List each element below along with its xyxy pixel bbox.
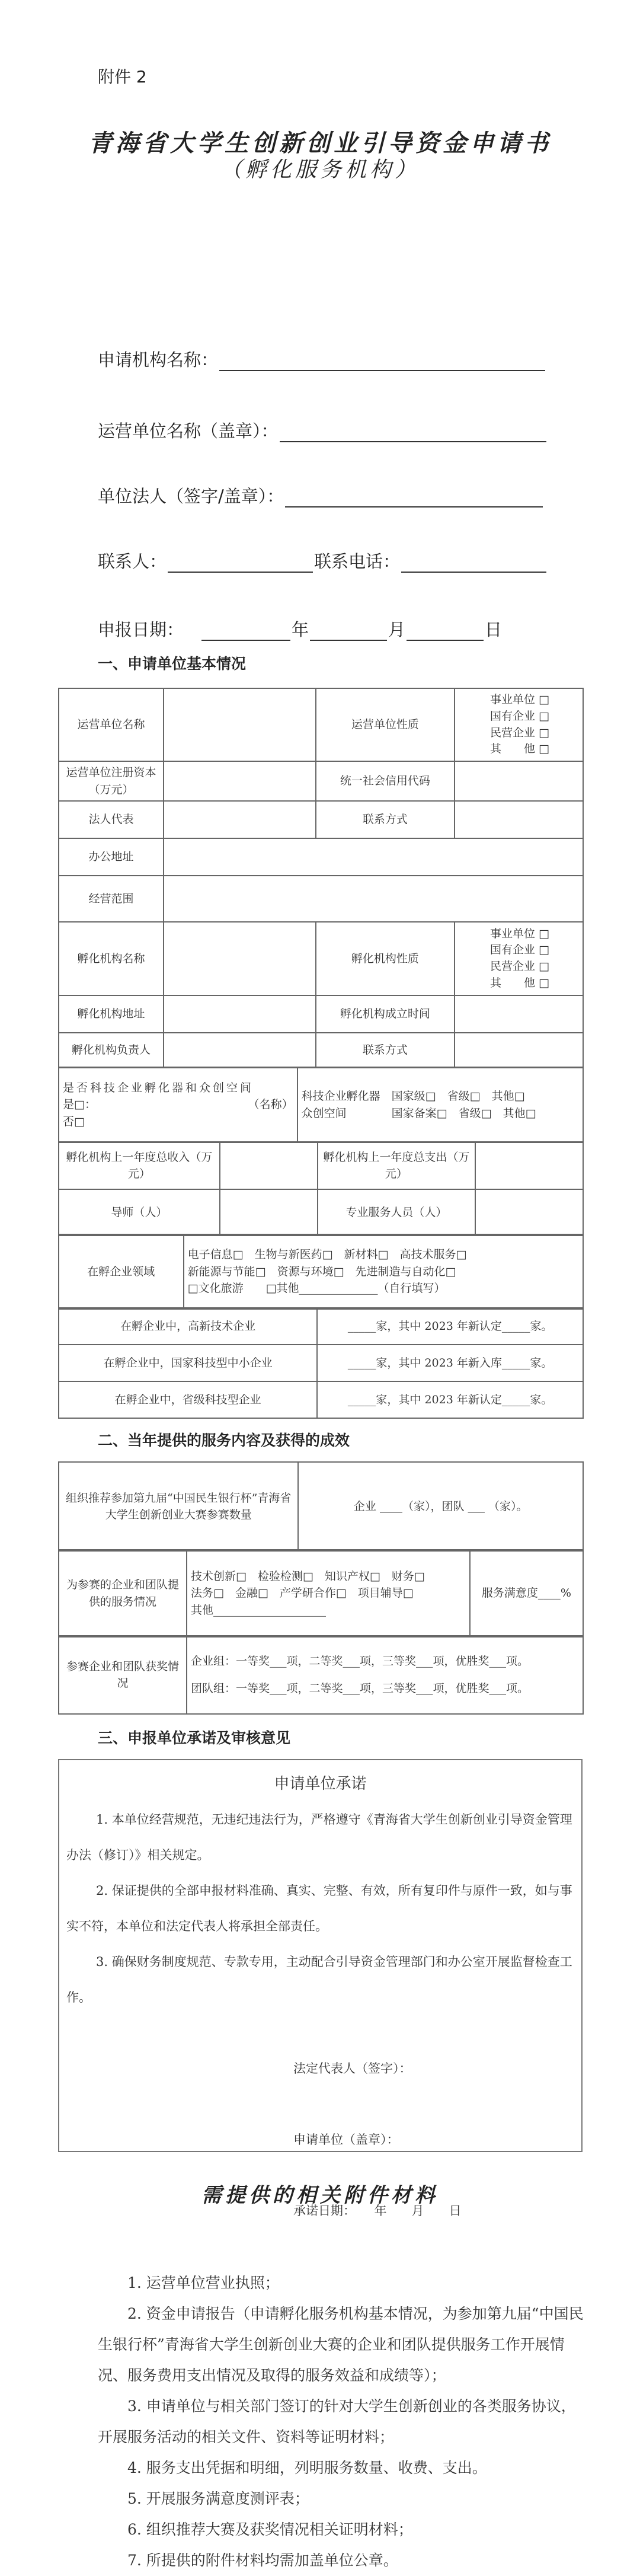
count-input[interactable]: 企业 ____（家），团队 ___ （家）。 xyxy=(298,1462,583,1551)
income-input[interactable] xyxy=(220,1142,318,1189)
award-inputs[interactable] xyxy=(187,1636,583,1714)
section1-heading: 一、申请单位基本情况 xyxy=(98,655,247,672)
tech-level-cell[interactable] xyxy=(297,1067,583,1142)
checkbox-row[interactable]: 电子信息□ 生物与新医药□ 新材料□ 高技术服务□ xyxy=(187,1248,467,1262)
satisfaction-input[interactable]: 服务满意度____% xyxy=(470,1550,583,1637)
competition-count-table xyxy=(58,1461,584,1552)
list-item: 6. 组织推荐大赛及获奖情况相关证明材料； xyxy=(127,2521,413,2538)
checkbox-row[interactable]: 其他____________________ xyxy=(190,1603,326,1617)
capital-input[interactable] xyxy=(164,761,316,801)
attachment-label: 附件 2 xyxy=(98,67,147,87)
name-hint: （名称） xyxy=(248,1098,293,1112)
org-name-label: 申请机构名称： xyxy=(98,350,219,370)
field-label: 在孵企业领域 xyxy=(59,1234,184,1309)
no-checkbox[interactable]: 否□ xyxy=(63,1115,85,1128)
checkbox-option[interactable]: 其 他 □ xyxy=(490,976,549,989)
inc-name-label: 孵化机构名称 xyxy=(59,922,164,995)
staff-label: 专业服务人员（人） xyxy=(318,1189,475,1236)
sme-input[interactable]: _____家，其中 2023 年新入库_____家。 xyxy=(317,1345,583,1381)
day-line[interactable] xyxy=(407,622,484,641)
month-label: 月 xyxy=(388,620,406,640)
service-table xyxy=(58,1549,584,1637)
checkbox-option[interactable]: 国有企业 □ xyxy=(490,709,549,723)
award-table xyxy=(58,1635,584,1715)
op-nature-label: 运营单位性质 xyxy=(316,688,455,761)
scope-label: 经营范围 xyxy=(59,876,164,922)
expense-label: 孵化机构上一年度总支出（万元） xyxy=(318,1142,475,1189)
capital-label: 运营单位注册资本（万元） xyxy=(59,761,164,801)
section2-heading: 二、当年提供的服务内容及获得的成效 xyxy=(98,1432,350,1449)
credit-code-label: 统一社会信用代码 xyxy=(316,761,455,801)
list-item: 1. 运营单位营业执照； xyxy=(127,2274,280,2291)
commitment-item: 3. 确保财务制度规范、专款专用，主动配合引导资金管理部门和办公室开展监督检查工作。 xyxy=(66,1955,572,2004)
year-label: 年 xyxy=(292,620,309,640)
op-name-label: 运营单位名称 xyxy=(59,688,164,761)
contact-method-input[interactable] xyxy=(455,801,583,838)
operator-label: 运营单位名称（盖章）： xyxy=(98,421,279,441)
legal-rep-input[interactable] xyxy=(164,801,316,838)
contact-line[interactable] xyxy=(168,554,313,573)
checkbox-option[interactable]: 国有企业 □ xyxy=(490,943,549,957)
count-label: 组织推荐参加第九届“中国民生银行杯”青海省大学生创新创业大赛参赛数量 xyxy=(59,1462,298,1551)
inc-nature-label: 孵化机构性质 xyxy=(316,922,455,995)
list-item: 2. 资金申请报告（申请孵化服务机构基本情况，为参加第九届“中国民生银行杯”青海省大学生创新创业大赛的企业和团队提供服务工作开展情况、服务费用支出情况及取得的服务效益和成绩等）； xyxy=(98,2305,584,2384)
prov-label: 在孵企业中，省级科技型企业 xyxy=(59,1381,317,1418)
is-tech-label: 是否科技企业孵化器和众创空间 xyxy=(63,1081,254,1094)
mentors-label: 导师（人） xyxy=(59,1189,220,1236)
attachments-list xyxy=(98,2268,590,2576)
office-label: 办公地址 xyxy=(59,838,164,876)
basic-info-table xyxy=(58,688,584,1068)
inc-address-input[interactable] xyxy=(164,995,316,1033)
service-options[interactable] xyxy=(187,1550,470,1637)
document-subtitle: （孵化服务机构） xyxy=(220,158,420,182)
phone-line[interactable] xyxy=(401,554,546,573)
section3-heading: 三、申报单位承诺及审核意见 xyxy=(98,1729,291,1747)
contact-method-label: 联系方式 xyxy=(316,801,455,838)
checkbox-option[interactable]: 事业单位 □ xyxy=(490,927,549,940)
legal-rep-label: 法人代表 xyxy=(59,801,164,838)
prov-input[interactable]: _____家，其中 2023 年新认定_____家。 xyxy=(317,1381,583,1418)
commitment-title: 申请单位承诺 xyxy=(274,1775,367,1793)
org-name-line[interactable] xyxy=(219,352,545,371)
inc-contact-label: 联系方式 xyxy=(316,1033,455,1068)
phone-label: 联系电话： xyxy=(314,551,401,572)
org-name-field[interactable] xyxy=(98,347,546,371)
hightech-label: 在孵企业中，高新技术企业 xyxy=(59,1308,317,1345)
enterprise-count-table xyxy=(58,1307,584,1419)
inc-head-label: 孵化机构负责人 xyxy=(59,1033,164,1068)
legal-field[interactable] xyxy=(98,483,544,507)
office-input[interactable] xyxy=(164,838,583,876)
mentors-input[interactable] xyxy=(220,1189,318,1236)
hightech-input[interactable]: _____家，其中 2023 年新认定_____家。 xyxy=(317,1308,583,1345)
maker-space-options[interactable]: 众创空间 国家备案□ 省级□ 其他□ xyxy=(301,1106,536,1120)
inc-contact-input[interactable] xyxy=(455,1033,583,1068)
commitment-item: 2. 保证提供的全部申报材料准确、真实、完整、有效，所有复印件与原件一致，如与事实不符，本单位和法定代表人将承担全部责任。 xyxy=(66,1884,572,1933)
inc-founded-input[interactable] xyxy=(455,995,583,1033)
inc-nature-options[interactable] xyxy=(455,922,583,995)
op-nature-options[interactable] xyxy=(455,688,583,761)
service-label: 为参赛的企业和团队提供的服务情况 xyxy=(59,1550,187,1637)
award-company[interactable]: 企业组：一等奖___项，二等奖___项，三等奖___项，优胜奖___项。 xyxy=(190,1654,529,1668)
checkbox-row[interactable]: 法务□ 金融□ 产学研合作□ 项目辅导□ xyxy=(190,1587,414,1600)
staff-input[interactable] xyxy=(475,1189,583,1236)
award-label: 参赛企业和团队获奖情况 xyxy=(59,1636,187,1714)
document-title: 青海省大学生创新创业引导资金申请书 xyxy=(88,129,552,157)
day-label: 日 xyxy=(485,620,503,640)
contact-field[interactable] xyxy=(98,548,548,573)
sign-label[interactable]: 法定代表人（签字）： xyxy=(293,2061,412,2076)
checkbox-row[interactable]: 新能源与节能□ 资源与环境□ 先进制造与自动化□ xyxy=(187,1265,456,1278)
commitment-item: 1. 本单位经营规范，无违纪违法行为，严格遵守《青海省大学生创新创业引导资金管理办法（修订）》相关规定。 xyxy=(66,1812,572,1862)
tech-incubator-table xyxy=(58,1067,584,1143)
op-name-input[interactable] xyxy=(164,688,316,761)
income-label: 孵化机构上一年度总收入（万元） xyxy=(59,1142,220,1189)
seal-label[interactable]: 申请单位（盖章）： xyxy=(293,2133,399,2147)
expense-input[interactable] xyxy=(475,1142,583,1189)
operator-field[interactable] xyxy=(98,418,548,442)
list-item: 5. 开展服务满意度测评表； xyxy=(127,2490,309,2507)
date-field[interactable] xyxy=(98,617,502,641)
inc-address-label: 孵化机构地址 xyxy=(59,995,164,1033)
scope-input[interactable] xyxy=(164,876,583,922)
legal-line[interactable] xyxy=(285,489,543,507)
field-options[interactable] xyxy=(184,1234,583,1309)
legal-label: 单位法人（签字/盖章）： xyxy=(98,486,284,506)
finance-table xyxy=(58,1141,584,1236)
is-tech-cell[interactable] xyxy=(59,1067,297,1142)
inc-head-input[interactable] xyxy=(164,1033,316,1068)
commit-date[interactable]: 承诺日期： 年 月 日 xyxy=(293,2204,462,2218)
attachments-title: 需提供的相关附件材料 xyxy=(201,2184,439,2207)
inc-founded-label: 孵化机构成立时间 xyxy=(316,995,455,1033)
checkbox-row[interactable]: □文化旅游 □其他______________（自行填写） xyxy=(187,1282,446,1295)
date-label: 申报日期： xyxy=(98,620,184,640)
tech-incubator-options[interactable]: 科技企业孵化器 国家级□ 省级□ 其他□ xyxy=(301,1090,525,1103)
yes-checkbox[interactable]: 是□： xyxy=(63,1098,96,1112)
list-item: 4. 服务支出凭据和明细，列明服务数量、收费、支出。 xyxy=(127,2459,487,2476)
credit-code-input[interactable] xyxy=(455,761,583,801)
operator-line[interactable] xyxy=(280,423,546,442)
checkbox-option[interactable]: 民营企业 □ xyxy=(490,960,549,973)
checkbox-option[interactable]: 事业单位 □ xyxy=(490,693,549,707)
contact-label: 联系人： xyxy=(98,551,167,572)
list-item: 7. 所提供的附件材料均需加盖单位公章。 xyxy=(127,2552,398,2569)
month-line[interactable] xyxy=(310,622,387,641)
field-table xyxy=(58,1234,584,1310)
year-line[interactable] xyxy=(201,622,290,641)
checkbox-option[interactable]: 其 他 □ xyxy=(490,742,549,756)
award-team[interactable]: 团队组：一等奖___项，二等奖___项，三等奖___项，优胜奖___项。 xyxy=(190,1682,529,1695)
inc-name-input[interactable] xyxy=(164,922,316,995)
sme-label: 在孵企业中，国家科技型中小企业 xyxy=(59,1345,317,1381)
checkbox-row[interactable]: 技术创新□ 检验检测□ 知识产权□ 财务□ xyxy=(190,1569,425,1583)
list-item: 3. 申请单位与相关部门签订的针对大学生创新创业的各类服务协议，开展服务活动的相关文件、资料等证明材料； xyxy=(98,2398,576,2446)
checkbox-option[interactable]: 民营企业 □ xyxy=(490,726,549,739)
